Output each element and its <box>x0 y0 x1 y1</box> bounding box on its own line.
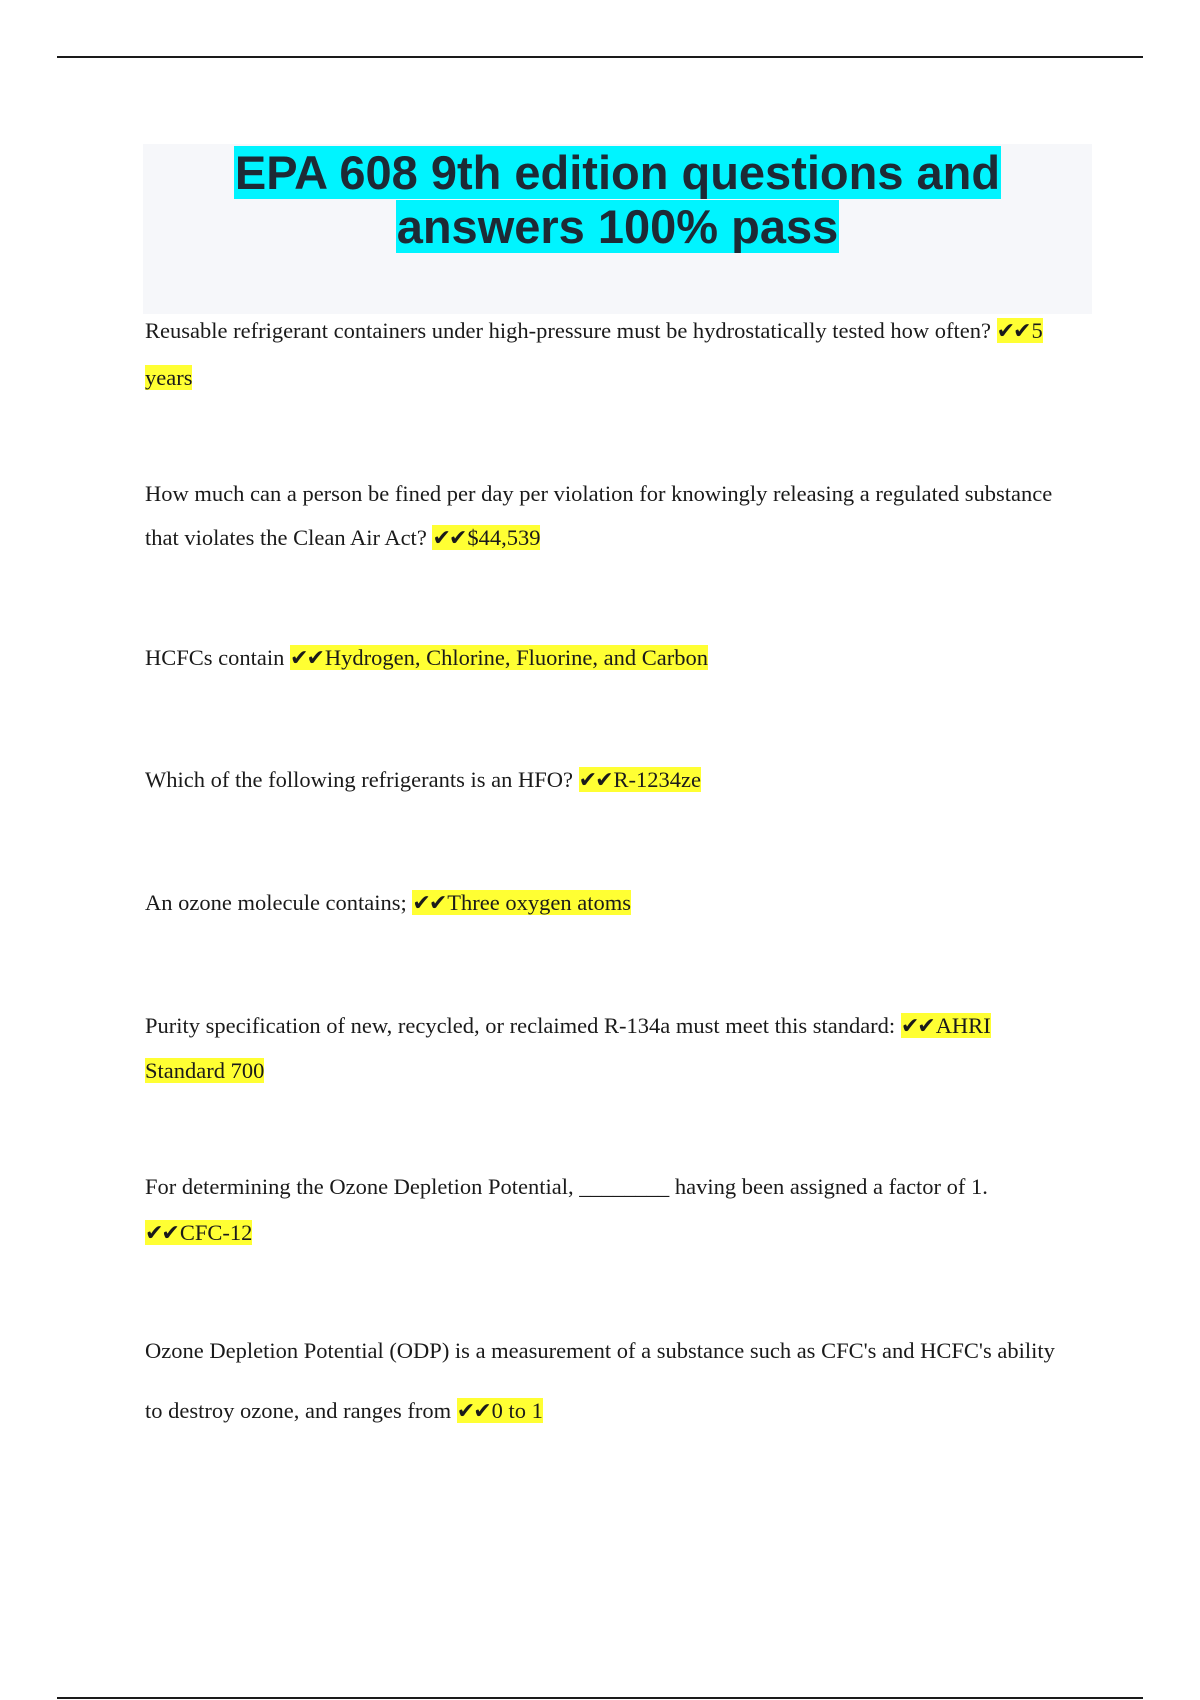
bottom-rule <box>57 1697 1143 1699</box>
qa-item-7 <box>145 1164 1075 1257</box>
answer-text: 0 to 1 <box>491 1398 543 1423</box>
question-text: An ozone molecule contains; <box>145 890 407 915</box>
double-check-icon: ✔✔ <box>900 1014 934 1039</box>
answer-highlight <box>412 890 631 915</box>
title-line-2: answers 100% pass <box>396 200 839 253</box>
answer-text: R-1234ze <box>613 767 701 792</box>
answer-text: Three oxygen atoms <box>447 890 631 915</box>
question-text: Ozone Depletion Potential (ODP) is a measurement of a substance such as CFC's and HCFC's ability to destroy ozone, and ranges from <box>145 1338 1055 1423</box>
question-text: For determining the Ozone Depletion Potential, ________ having been assigned a factor of 1. <box>145 1174 988 1199</box>
question-text: How much can a person be fined per day per violation for knowingly releasing a regulated substance that violates the Clean Air Act? <box>145 481 1053 550</box>
double-check-icon: ✔✔ <box>456 1399 490 1424</box>
question-text: Reusable refrigerant containers under high-pressure must be hydrostatically tested how often? <box>145 318 991 343</box>
answer-highlight <box>145 1220 252 1245</box>
answer-text: $44,539 <box>467 525 541 550</box>
top-rule <box>57 56 1143 58</box>
answer-text: CFC-12 <box>179 1220 253 1245</box>
qa-item-8 <box>145 1321 1075 1442</box>
title-line-1: EPA 608 9th edition questions and <box>234 146 1001 199</box>
answer-highlight <box>432 525 540 550</box>
double-check-icon: ✔✔ <box>432 526 466 551</box>
question-text: Which of the following refrigerants is an HFO? <box>145 767 574 792</box>
qa-item-4 <box>145 762 1075 799</box>
answer-highlight <box>290 645 708 670</box>
double-check-icon: ✔✔ <box>412 891 446 916</box>
document-title <box>143 146 1092 254</box>
qa-item-5 <box>145 885 1075 922</box>
answer-text: 5 years <box>145 318 1043 390</box>
answer-text: Hydrogen, Chlorine, Fluorine, and Carbon <box>324 645 708 670</box>
double-check-icon: ✔✔ <box>996 319 1030 344</box>
question-text: HCFCs contain <box>145 645 285 670</box>
answer-highlight <box>579 767 701 792</box>
double-check-icon: ✔✔ <box>578 768 612 793</box>
qa-item-1 <box>145 308 1075 401</box>
double-check-icon: ✔✔ <box>145 1221 178 1246</box>
qa-item-3 <box>145 640 1075 677</box>
qa-item-2 <box>145 472 1075 561</box>
question-text: Purity specification of new, recycled, or reclaimed R-134a must meet this standard: <box>145 1013 896 1038</box>
answer-highlight <box>457 1398 543 1423</box>
double-check-icon: ✔✔ <box>290 646 323 671</box>
answer-text: AHRI Standard 700 <box>145 1013 991 1083</box>
qa-item-6 <box>145 1004 1075 1093</box>
